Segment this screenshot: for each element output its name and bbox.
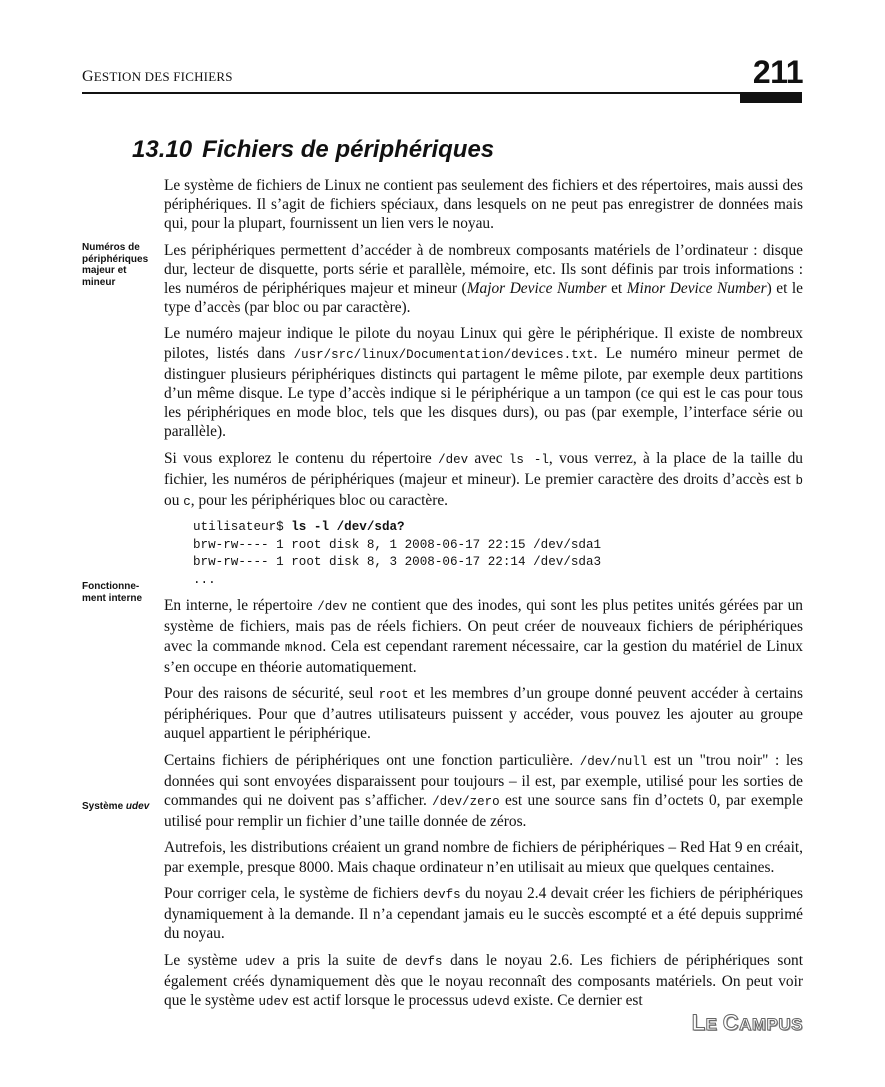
inline-code: /dev/zero: [432, 795, 500, 810]
section-number: 13.10: [132, 136, 193, 163]
text-span: et les membres d’un groupe donné peuvent accéder à certains périphériques. Pour que d’autres utilisateurs puissent y accéder, vous pouvez les ajouter au groupe auquel appartient le périphérique.: [164, 685, 803, 743]
paragraph-devfs: [164, 884, 803, 944]
text-span: du noyau 2.4 devait créer les fichiers de périphériques dynamiquement à la demande. Il n’a cependant jamais eu le succès escompté et a été depuis supprimé du noyau.: [164, 884, 803, 943]
text-span: est actif lorsque le processus: [288, 991, 473, 1009]
text-span: dans le noyau 2.6. Les fichiers de périphériques sont également créés dynamiquement dès que le noyau reconnaît des composants matériels. On peut voir que le système: [164, 951, 804, 1009]
text-span: Si vous explorez le contenu du répertoire: [164, 449, 439, 467]
margin-note-udev-prefix: Système: [82, 801, 126, 812]
inline-code: /dev/null: [579, 754, 648, 769]
code-line: brw-rw---- 1 root disk 8, 3 2008-06-17 22:14 /dev/sda3: [193, 555, 602, 570]
header-rule: [82, 92, 802, 94]
publisher-logo: [692, 1010, 803, 1036]
text-span: , pour les périphériques bloc ou caractère.: [190, 492, 449, 510]
paragraph-security: [164, 684, 803, 744]
inline-code: mknod: [284, 640, 323, 655]
text-span: Le système: [164, 951, 245, 969]
code-line: ...: [193, 572, 216, 587]
code-line-command: [193, 519, 803, 537]
running-head-text: ESTION DES FICHIERS: [93, 69, 233, 84]
text-span: , vous verrez, à la place de la taille du fichier, les numéros de périphériques (majeur et mineur). Le premier caractère des droits d’accès est: [164, 449, 803, 488]
text-span: Pour des raisons de sécurité, seul: [164, 685, 379, 703]
text-span: ne contient que des inodes, qui sont les plus petites unités gérées par un système de fichiers, mais pas de réels fichiers. On peut créer de nouveaux fichiers de périphériques avec la commande: [164, 597, 803, 655]
logo-part: L: [691, 1010, 706, 1035]
text-span: Pour corriger cela, le système de fichiers: [164, 884, 424, 902]
logo-part: AMPUS: [739, 1015, 803, 1034]
paragraph-history: Autrefois, les distributions créaient un grand nombre de fichiers de périphériques – Red Hat 9 en créait, par exemple, presque 8000. Mais chaque ordinateur n’en utilisait au mieux que quelques centaines.: [164, 839, 803, 876]
inline-code: devfs: [423, 887, 461, 902]
paragraph-udev: [164, 951, 803, 1013]
code-command: ls -l /dev/sda?: [291, 520, 405, 535]
paragraph-device-numbers: [164, 241, 803, 318]
code-block: [193, 519, 803, 589]
text-span: Le numéro majeur indique le pilote du noyau Linux qui gère le périphérique. Il existe de nombreux pilotes, listés dans: [164, 325, 803, 362]
header-bar: [740, 93, 802, 103]
inline-code: /usr/src/linux/Documentation/devices.txt: [293, 347, 594, 362]
running-head: [82, 68, 233, 86]
text-span: et: [606, 280, 627, 298]
text-span: existe. Ce dernier est: [509, 991, 643, 1009]
text-span: ) et le type d’accès (par bloc ou par caractère).: [164, 280, 803, 317]
code-prompt: utilisateur$: [193, 520, 292, 535]
paragraph-intro: Le système de fichiers de Linux ne contient pas seulement des fichiers et des répertoires, mais aussi des périphériques. Il s’agit de fichiers spéciaux, dans lesquels on ne peut pas enregistrer de données mais qui, pour la plupart, fournissent un lien vers le noyau.: [164, 177, 803, 233]
inline-code: /dev: [438, 452, 469, 467]
paragraph-ls: [164, 449, 803, 513]
inline-code: c: [183, 495, 191, 510]
term-minor: Minor Device Number: [626, 280, 767, 298]
running-head-initial: G: [82, 68, 94, 85]
text-span: avec: [468, 449, 509, 467]
inline-code: /dev: [317, 600, 348, 615]
inline-code: b: [795, 473, 803, 488]
margin-note-udev: [82, 801, 154, 813]
term-major: Major Device Number: [466, 280, 607, 298]
logo-part: C: [722, 1010, 740, 1035]
margin-note-udev-word: udev: [125, 801, 150, 812]
section-title-text: Fichiers de périphériques: [202, 136, 495, 163]
paragraph-major-minor: [164, 324, 803, 441]
code-line: brw-rw---- 1 root disk 8, 1 2008-06-17 22:15 /dev/sda1: [193, 537, 602, 552]
body-text: [164, 176, 803, 1019]
text-span: a pris la suite de: [274, 951, 406, 969]
text-span: . Cela est cependant rarement nécessaire, car la gestion du matériel de Linux s’en occupe en théorie automatiquement.: [164, 637, 803, 676]
paragraph-special-devices: [164, 751, 803, 832]
text-span: est une source sans fin d’octets 0, par exemple utilisé pour remplir un fichier d’une taille donnée de zéros.: [164, 792, 803, 831]
text-span: . Le numéro mineur permet de distinguer plusieurs périphériques distincts qui partagent le même pilote, par exemple deux partitions d’un même disque. Le type d’accès indique si le périphérique a un tampon (ce qui est le cas pour tous les périphériques en mode bloc, tels que les disques durs), ou pas (par exemple, l’interface série ou parallèle).: [164, 344, 804, 441]
logo-part: E: [705, 1015, 723, 1034]
inline-code: udev: [244, 954, 275, 969]
inline-code: ls -l: [508, 452, 549, 467]
inline-code: root: [378, 688, 409, 703]
paragraph-internal: [164, 596, 803, 677]
text-span: En interne, le répertoire: [164, 597, 318, 615]
margin-note-device-numbers: Numéros de périphériques majeur et mineur: [82, 242, 149, 288]
text-span: est un "trou noir" : les données qui sont envoyées disparaissent pour toujours – il est, par exemple, utilisé pour les sorties de commandes qui ne doivent pas s’afficher.: [164, 751, 803, 810]
text-span: ou: [164, 492, 184, 510]
text-span: Certains fichiers de périphériques ont une fonction particulière.: [164, 751, 580, 769]
text-span: Les périphériques permettent d’accéder à de nombreux composants matériels de l’ordinateur : disque dur, lecteur de disquette, ports série et parallèle, mémoire, etc. Ils sont définis par trois informations : les numéros de périphériques majeur et mineur (: [164, 241, 803, 298]
section-title: [132, 136, 494, 164]
inline-code: devfs: [405, 954, 443, 969]
page-number: 211: [752, 54, 803, 90]
margin-note-internal: Fonctionne-ment interne: [82, 581, 143, 604]
inline-code: udevd: [472, 994, 510, 1009]
inline-code: udev: [258, 994, 289, 1009]
